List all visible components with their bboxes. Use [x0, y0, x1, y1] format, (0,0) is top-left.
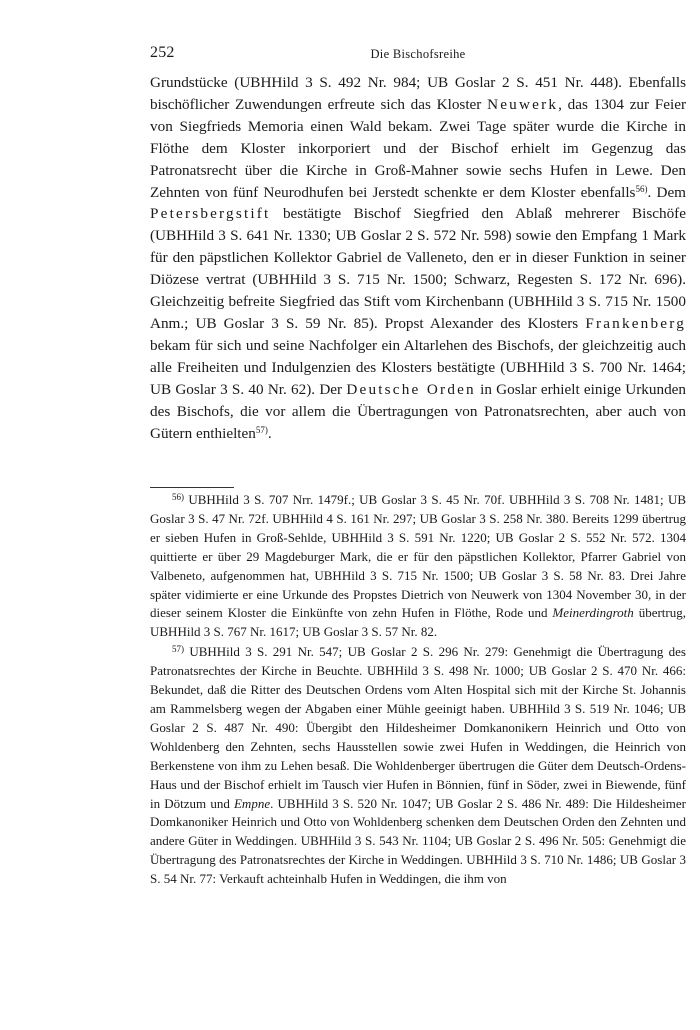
footnote-ref-57[interactable]: 57): [255, 424, 268, 435]
footnote-text: UBHHild 3 S. 291 Nr. 547; UB Goslar 2 S. 296 Nr. 279: Genehmigt die Übertragung des Patronatsrechtes der Kirche in Beuchte. UBHHild 3 S. 498 Nr. 1000; UB Goslar 2 S. 470 Nr. 466: Bekundet, daß die Ritter des Deutschen Ordens vom Alten Hospital sich mit der Kirche St. Johannis am Rammelsberg wegen der Abgaben einer Mühle geeinigt haben. UBHHild 3 S. 519 Nr. 1046; UB Goslar 2 S. 487 Nr. 490: Übergibt den Hildesheimer Domkanonikern Heinrich und Otto von Wohldenberg den Zehnten, sechs Hausstellen sowie zwei Hufen in Weddingen, die Heinrich von Berkenstene von ihm zu Lehen besaß. Die Wohldenberger übertrugen die Güter dem Deutsch-Ordens-Haus und der Bischof erhielt im Tausch vier Hufen in Bönnien, fünf in Söder, zwei in Biewende, fünf in Dötzum und: [150, 644, 686, 811]
main-text-segment: .: [267, 424, 272, 442]
running-head: Die Bischofsreihe: [370, 47, 466, 61]
footnote-italic: Empne: [233, 795, 271, 811]
main-paragraph: [150, 72, 686, 444]
place-name-neuwerk: Neuwerk: [487, 95, 559, 113]
footnote-text: . UBHHild 3 S. 520 Nr. 1047; UB Goslar 2 S. 486 Nr. 489: Die Hildesheimer Domkanoniker Heinrich und Otto von Wohldenberg schenken dem Deutschen Orden den Zehnten und andere Güter in Weddingen. UBHHild 3 S. 543 Nr. 1104; UB Goslar 2 S. 496 Nr. 505: Genehmigt die Übertragung des Patronatsrechtes der Kirche in Weddingen. UBHHild 3 S. 710 Nr. 1486; UB Goslar 3 S. 54 Nr. 77: Verkauft achteinhalb Hufen in Weddingen, die ihm von: [150, 795, 687, 887]
place-name-petersbergstift: Petersbergstift: [150, 205, 271, 223]
name-deutsche-orden: Deutsche Orden: [346, 380, 476, 398]
footnotes: [150, 491, 686, 889]
page-number: 252: [150, 44, 175, 61]
footnote-number: 56): [172, 492, 184, 502]
main-text-segment: , das 1304 zur Feier von Siegfrieds Memoria einen Wald bekam. Zwei Tage später wurde die Kirche in Flöthe dem Kloster inkorporiert und der Bischof erhielt im Gegenzug das Patronatsrecht über die Kirche in Groß-Mahner sowie sechs Hufen in Lewe. Den Zehnten von fünf Neurodhufen bei Jerstedt schenkte er dem Kloster ebenfalls: [150, 95, 686, 201]
main-text-segment: Grundstücke (UBHHild 3 S. 492 Nr. 984; UB Goslar 2 S. 451 Nr. 448). Ebenfalls bischöflicher Zuwendungen erfreute sich das Kloster: [150, 74, 686, 113]
main-text-segment: . Dem: [647, 183, 686, 201]
main-text-segment: bestätigte Bischof Siegfried den Ablaß mehrerer Bischöfe (UBHHild 3 S. 641 Nr. 1330; UB Goslar 2 S. 572 Nr. 598) sowie den Empfang 1 Mark für den päpstlichen Kollektor Gabriel de Valleneto, den er in dieser Funktion in seiner Diözese vertrat (UBHHild 3 S. 715 Nr. 1500; Schwarz, Regesten S. 172 Nr. 696). Gleichzeitig befreite Siegfried das Stift vom Kirchenbann (UBHHild 3 S. 715 Nr. 1500 Anm.; UB Goslar 3 S. 59 Nr. 85). Propst Alexander des Klosters: [150, 205, 686, 332]
main-text-segment: in Goslar erhielt einige Urkunden des Bischofs, die vor allem die Übertragungen von Patronatsrechten, aber auch von Gütern enthielten: [150, 380, 687, 442]
footnote-56: [150, 491, 686, 642]
main-text-segment: bekam für sich und seine Nachfolger ein Altarlehen des Bischofs, der gleichzeitig auch alle Freiheiten und Indulgenzien des Klosters bestätigte (UBHHild 3 S. 700 Nr. 1464; UB Goslar 3 S. 40 Nr. 62). Der: [150, 336, 686, 398]
footnote-57: [150, 643, 686, 889]
footnote-ref-56[interactable]: 56): [635, 183, 648, 194]
place-name-frankenberg: Frankenberg: [585, 314, 686, 332]
footnote-text: UBHHild 3 S. 707 Nrr. 1479f.; UB Goslar 3 S. 45 Nr. 70f. UBHHild 3 S. 708 Nr. 1481; UB Goslar 3 S. 47 Nr. 72f. UBHHild 4 S. 161 Nr. 297; UB Goslar 3 S. 258 Nr. 380. Bereits 1299 übertrug er sieben Hufen in Groß-Sehlde, UBHHild 3 S. 591 Nr. 1220; UB Goslar 2 S. 552 Nr. 572. 1304 quittierte er über 29 Magdeburger Mark, die er für den päpstlichen Kollektor, Pfarrer Gabriel von Valbeneto, aufgenommen hat, UBHHild 3 S. 715 Nr. 1500; UB Goslar 3 S. 58 Nr. 83. Drei Jahre später vidimierte er eine Urkunde des Propstes Dietrich von Neuwerk von 1304 November 30, in der dieser seinem Kloster die Einkünfte von zehn Hufen in Flöthe, Rode und: [150, 492, 686, 621]
footnote-rule: [150, 487, 234, 488]
footnote-number: 57): [172, 644, 184, 655]
footnote-text: übertrug, UBHHild 3 S. 767 Nr. 1617; UB Goslar 3 S. 57 Nr. 82.: [150, 605, 686, 640]
footnote-italic: Meinerdingroth: [552, 605, 634, 621]
